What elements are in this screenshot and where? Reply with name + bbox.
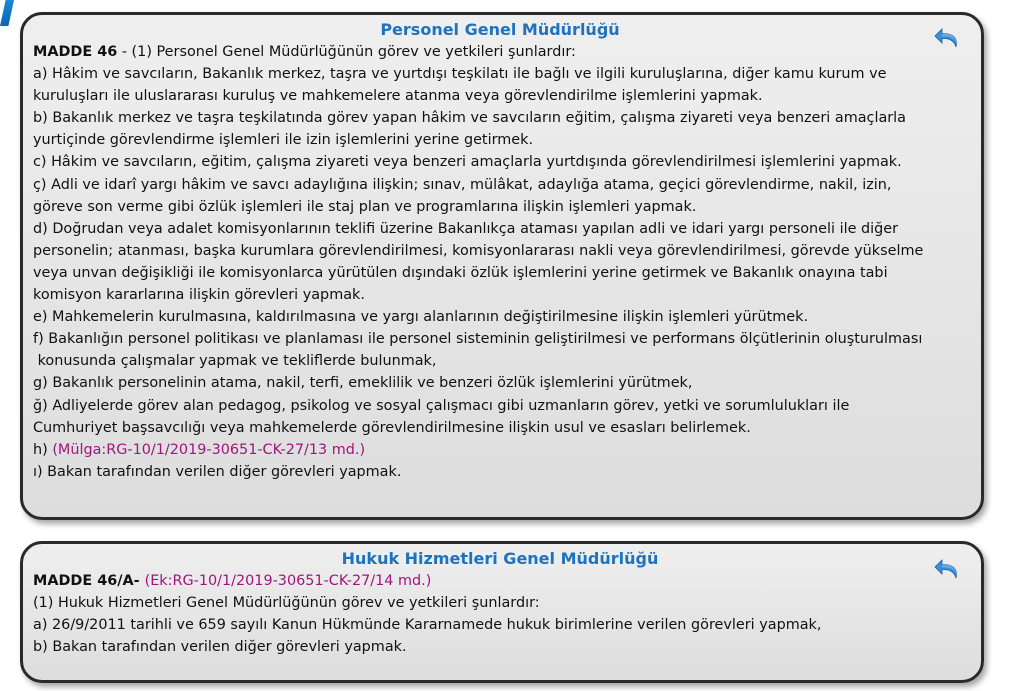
madde-label: MADDE 46 — [33, 44, 118, 60]
madde-heading — [33, 41, 967, 63]
madde-heading — [33, 570, 967, 592]
text-line: ç) Adli ve idarî yargı hâkim ve savcı adaylığına ilişkin; sınav, mülâkat, adaylığa atama, geçici görevlendirme, nakil, izin, — [33, 176, 892, 193]
madde-label: MADDE 46/A- — [33, 573, 145, 589]
text-line: ğ) Adliyelerde görev alan pedagog, psikolog ve sosyal çalışmacı gibi uzmanların görev, yetki ve sorumlulukları ile — [33, 397, 850, 414]
text-line: b) Bakanlık merkez ve taşra teşkilatında görev yapan hâkim ve savcıların eğitim, çalışma ziyareti veya benzeri amaçlarla — [33, 110, 907, 127]
card-title: Personel Genel Müdürlüğü — [380, 20, 620, 39]
text-line: a) 26/9/2011 tarihli ve 659 sayılı Kanun Hükmünde Kararnamede hukuk birimlerine verilen görevleri yapmak, — [33, 617, 822, 634]
text-line: f) Bakanlığın personel politikası ve planlaması ile personel sisteminin geliştirilmesi ve performans ölçütlerinin oluşturulması — [33, 331, 923, 348]
text-line: g) Bakanlık personelinin atama, nakil, terfi, emeklilik ve benzeri özlük işlemlerini yürütmek, — [33, 375, 693, 392]
text-line: yurtiçinde görevlendirme işlemleri ile izin işlemlerini yerine getirmek. — [33, 132, 534, 149]
addition-note: (Ek:RG-10/1/2019-30651-CK-27/14 md.) — [144, 573, 432, 589]
text-line: veya unvan değişikliği ile komisyonlarca yürütülen dışındaki özlük işlemlerini yerine getirmek ve Bakanlık onayına tabi — [33, 264, 888, 281]
text-line: b) Bakan tarafından verilen diğer görevleri yapmak. — [33, 639, 407, 656]
text-line: e) Mahkemelerin kurulmasına, kaldırılmasına ve yargı alanlarının değiştirilmesine ilişkin işlemleri yürütmek. — [33, 309, 809, 326]
personel-genel-mudurlugu-card — [20, 12, 984, 520]
accent-stripe — [0, 0, 14, 26]
text-line: kuruluşları ile uluslararası kuruluş ve mahkemelere atanma veya görevlendirilme işlemlerini yapmak. — [33, 88, 763, 105]
undo-arrow-icon[interactable] — [933, 556, 963, 584]
madde-intro: - (1) Personel Genel Müdürlüğünün görev ve yetkileri şunlardır: — [117, 44, 576, 60]
text-line: Cumhuriyet başsavcılığı veya mahkemelerde görevlendirilmesine ilişkin usul ve esasları belirlemek. — [33, 419, 751, 436]
hukuk-hizmetleri-card — [20, 541, 984, 683]
text-line: konusunda çalışmalar yapmak ve tekliflerde bulunmak, — [33, 353, 437, 370]
text-line: komisyon kararlarına ilişkin görevleri yapmak. — [33, 287, 365, 304]
card-title: Hukuk Hizmetleri Genel Müdürlüğü — [341, 549, 659, 568]
text-line: (1) Hukuk Hizmetleri Genel Müdürlüğünün görev ve yetkileri şunlardır: — [33, 595, 540, 612]
repealed-item — [33, 439, 967, 461]
text-line: personelin; atanması, başka kurumlara görevlendirilmesi, komisyonlararası nakli veya görevlendirilmesi, görevde yükselme — [33, 242, 924, 259]
text-line: d) Doğrudan veya adalet komisyonlarının teklifi üzerine Bakanlıkça ataması yapılan adli ve idari yargı personeli ile diğer — [33, 220, 899, 237]
undo-arrow-icon[interactable] — [933, 25, 963, 53]
item-label: h) — [33, 441, 53, 458]
text-line: a) Hâkim ve savcıların, Bakanlık merkez, taşra ve yurtdışı teşkilatı ile bağlı ve ilgili kuruluşlarına, diğer kamu kurum ve — [33, 66, 887, 83]
text-line: c) Hâkim ve savcıların, eğitim, çalışma ziyareti veya benzeri amaçlarla yurtdışında görevlendirilmesi işlemlerini yapmak. — [33, 154, 902, 171]
text-line: ı) Bakan tarafından verilen diğer görevleri yapmak. — [33, 463, 402, 480]
text-line: göreve son verme gibi özlük işlemleri ile staj plan ve programlarına ilişkin işlemleri yapmak. — [33, 198, 697, 215]
repeal-note: (Mülga:RG-10/1/2019-30651-CK-27/13 md.) — [52, 441, 366, 458]
